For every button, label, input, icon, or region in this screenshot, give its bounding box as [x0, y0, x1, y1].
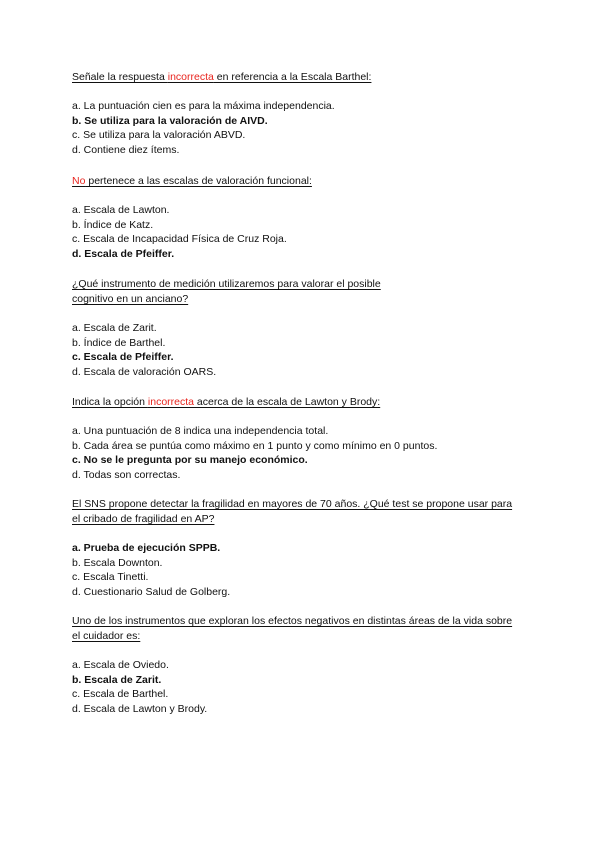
option-d: d. Escala de Lawton y Brody. [72, 702, 208, 715]
question-stem [72, 395, 532, 410]
question-3 [72, 277, 407, 379]
option-d: d. Contiene diez ítems. [72, 143, 180, 156]
stem-highlight: No [72, 175, 86, 187]
options-list [72, 321, 407, 379]
question-stem [72, 70, 532, 85]
option-d: d. Cuestionario Salud de Golberg. [72, 585, 231, 598]
question-4 [72, 395, 532, 482]
option-a: a. Escala de Lawton. [72, 204, 170, 216]
option-a: a. La puntuación cien es para la máxima independencia. [72, 100, 335, 112]
option-b: b. Escala de Zarit. [72, 673, 162, 686]
option-b: b. Se utiliza para la valoración de AIVD. [72, 114, 268, 127]
question-stem [72, 497, 522, 527]
question-6 [72, 614, 517, 716]
option-c: c. Se utiliza para la valoración ABVD. [72, 129, 246, 142]
question-1 [72, 70, 532, 157]
stem-highlight: incorrecta [147, 396, 194, 408]
option-b: b. Escala Downton. [72, 556, 163, 569]
stem-highlight: incorrecta [167, 71, 214, 83]
option-a: a. Prueba de ejecución SPPB. [72, 542, 221, 554]
option-a: a. Una puntuación de 8 indica una independencia total. [72, 425, 329, 437]
option-b: b. Cada área se puntúa como máximo en 1 punto y como mínimo en 0 puntos. [72, 439, 438, 452]
option-c: c. Escala Tinetti. [72, 571, 149, 584]
options-list [72, 541, 522, 599]
stem-text: El SNS propone detectar la fragilidad en mayores de 70 años. ¿Qué test se propone usar para el cribado de fragilidad en AP? [72, 498, 513, 525]
options-list [72, 99, 532, 157]
option-c: c. No se le pregunta por su manejo económico. [72, 454, 308, 467]
stem-text: Indica la opción [72, 396, 148, 408]
option-c: c. Escala de Barthel. [72, 688, 169, 701]
option-a: a. Escala de Oviedo. [72, 659, 169, 671]
option-a: a. Escala de Zarit. [72, 322, 157, 334]
stem-text: acerca de la escala de Lawton y Brody: [194, 396, 381, 408]
question-stem [72, 277, 407, 307]
stem-text: Señale la respuesta [72, 71, 168, 83]
stem-text: pertenece a las escalas de valoración funcional: [85, 175, 312, 187]
question-2 [72, 174, 532, 261]
options-list [72, 203, 532, 261]
question-5 [72, 497, 522, 599]
options-list [72, 424, 532, 482]
options-list [72, 658, 517, 716]
option-d: d. Escala de Pfeiffer. [72, 247, 175, 260]
option-c: c. Escala de Incapacidad Física de Cruz Roja. [72, 233, 287, 246]
question-stem [72, 174, 532, 189]
option-b: b. Índice de Barthel. [72, 336, 166, 349]
stem-text: Uno de los instrumentos que exploran los efectos negativos en distintas áreas de la vida sobre el cuidador es: [72, 615, 513, 642]
stem-text: ¿Qué instrumento de medición utilizaremos para valorar el posible cognitivo en un anciano? [72, 278, 381, 305]
stem-text: en referencia a la Escala Barthel: [213, 71, 372, 83]
option-b: b. Índice de Katz. [72, 218, 154, 231]
option-c: c. Escala de Pfeiffer. [72, 351, 174, 364]
option-d: d. Todas son correctas. [72, 468, 181, 481]
question-stem [72, 614, 517, 644]
option-d: d. Escala de valoración OARS. [72, 365, 217, 378]
